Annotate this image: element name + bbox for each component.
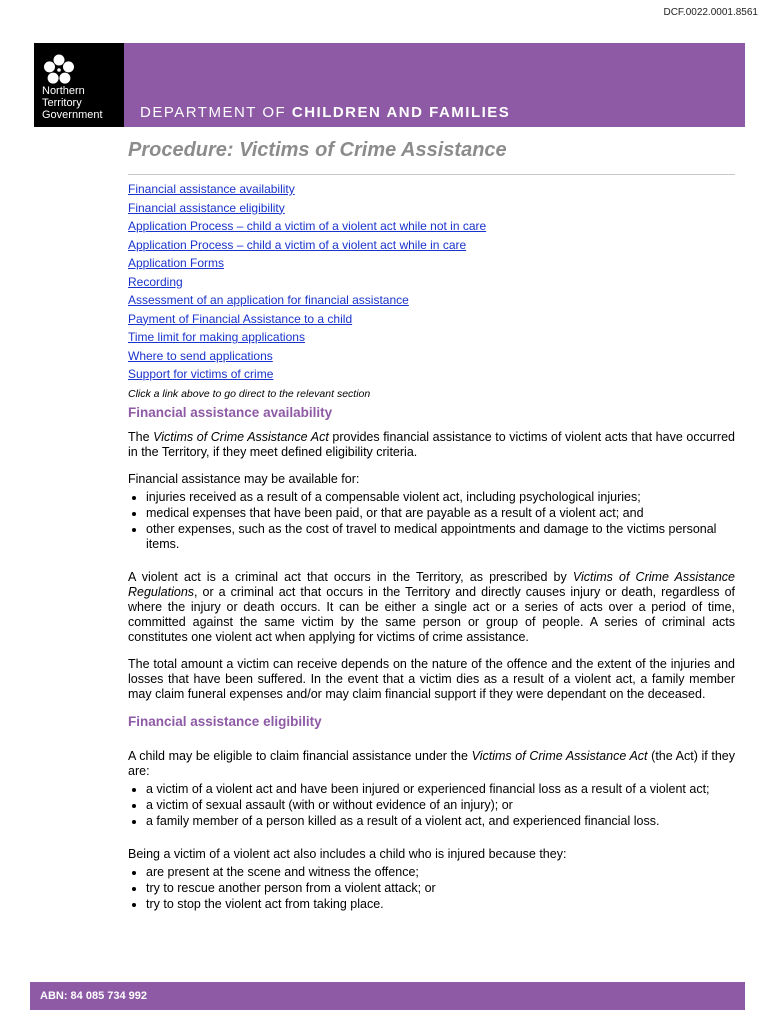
logo-line: Government: [42, 109, 103, 121]
footer-bar: [30, 982, 745, 1010]
abn-number: ABN: 84 085 734 992: [40, 990, 148, 1002]
paragraph: Being a victim of a violent act also includes a child who is injured because they:: [128, 847, 567, 861]
list-item: • try to stop the violent act from taking place.: [146, 897, 735, 912]
department-name: [140, 104, 510, 121]
toc-link[interactable]: Assessment of an application for financial assistance: [128, 293, 409, 307]
bullet-list: [128, 782, 735, 829]
toc-link[interactable]: Application Process – child a victim of a violent act while not in care: [128, 219, 487, 233]
department-bold: CHILDREN AND FAMILIES: [291, 104, 511, 121]
list-item: • injuries received as a result of a compensable violent act, including psychological injuries;: [146, 490, 735, 505]
document-body: [128, 405, 735, 924]
toc-link[interactable]: Support for victims of crime: [128, 367, 274, 381]
nt-government-logo: [34, 43, 124, 127]
page-title: Procedure: Victims of Crime Assistance: [128, 139, 507, 161]
section-heading-eligibility: Financial assistance eligibility: [128, 714, 322, 729]
toc-link[interactable]: Financial assistance eligibility: [128, 200, 285, 215]
bullet-list: [128, 490, 735, 552]
bullet-list: [128, 865, 735, 912]
table-of-contents: [128, 180, 735, 400]
list-item: • medical expenses that have been paid, or that are payable as a result of a violent act; and: [146, 506, 735, 521]
list-item: • are present at the scene and witness the offence;: [146, 865, 735, 880]
paragraph: The Victims of Crime Assistance Act provides financial assistance to victims of violent acts that have occurred in the Territory, if they meet defined eligibility criteria.: [128, 430, 735, 459]
toc-link[interactable]: Application Forms: [128, 256, 225, 270]
paragraph: A child may be eligible to claim financial assistance under the Victims of Crime Assistance Act (the Act) if they are:: [128, 749, 736, 778]
list-item: • try to rescue another person from a violent attack; or: [146, 881, 735, 896]
paragraph: A violent act is a criminal act that occurs in the Territory, as prescribed by Victims of Crime Assistance Regulations, or a criminal act that occurs in the Territory and directly causes injury or death, regardless of where the injury or death occurs. It can be either a single act or a series of acts over a period of time, committed against the same victim by the same person or group of people. A series of criminal acts constitutes one violent act when applying for victims of crime assistance.: [128, 570, 735, 644]
toc-link[interactable]: Where to send applications: [128, 348, 273, 363]
logo-text: [42, 85, 103, 121]
toc-link[interactable]: Payment of Financial Assistance to a child: [128, 311, 353, 326]
toc-hint: Click a link above to go direct to the relevant section: [128, 387, 371, 400]
list-item: • other expenses, such as the cost of travel to medical appointments and damage to the victims personal items.: [146, 522, 735, 552]
header-banner: [34, 43, 745, 127]
title-divider: [128, 174, 735, 175]
logo-line: Northern: [42, 85, 85, 97]
paragraph: Financial assistance may be available for:: [128, 472, 360, 486]
logo-line: Territory: [42, 97, 82, 109]
section-heading-availability: Financial assistance availability: [128, 405, 333, 420]
department-prefix: DEPARTMENT OF: [140, 104, 287, 121]
toc-link[interactable]: Time limit for making applications: [128, 330, 305, 344]
document-id: DCF.0022.0001.8561: [663, 7, 758, 18]
list-item: • a family member of a person killed as a result of a violent act, and experienced financial loss.: [146, 814, 735, 829]
list-item: • a victim of a violent act and have been injured or experienced financial loss as a result of a violent act;: [146, 782, 735, 797]
paragraph: The total amount a victim can receive depends on the nature of the offence and the extent of the injuries and losses that have been suffered. In the event that a victim dies as a result of a violent act, a family member may claim funeral expenses and/or may claim financial support if they were dependant on the deceased.: [128, 657, 735, 701]
list-item: • a victim of sexual assault (with or without evidence of an injury); or: [146, 798, 735, 813]
toc-link[interactable]: Recording: [128, 274, 183, 289]
toc-link[interactable]: Application Process – child a victim of a violent act while in care: [128, 237, 467, 252]
flower-logo-icon: [42, 53, 76, 87]
toc-link[interactable]: Financial assistance availability: [128, 182, 295, 196]
